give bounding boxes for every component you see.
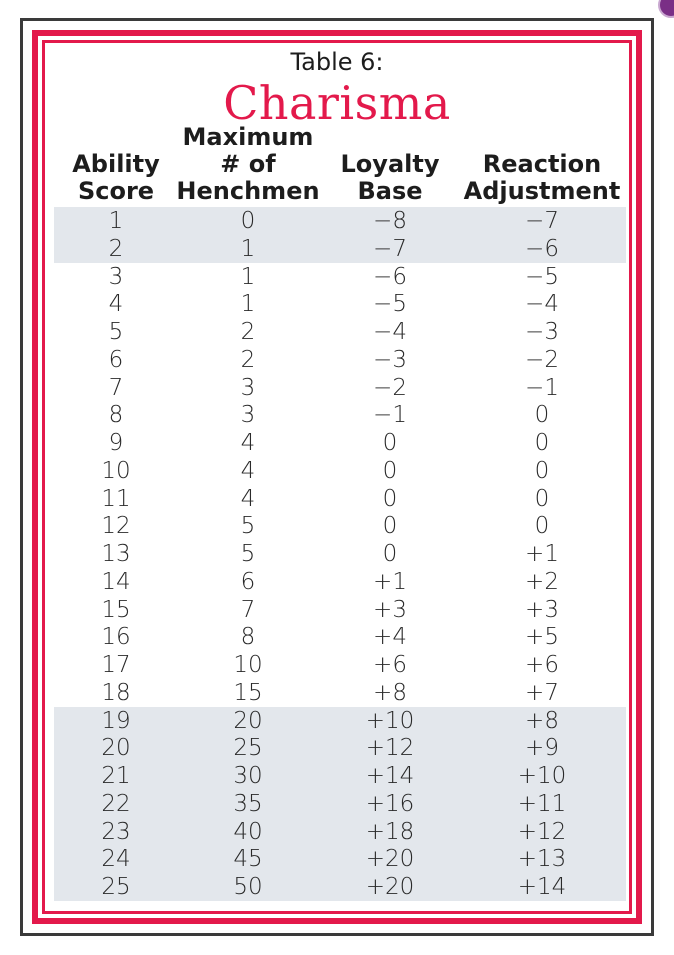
- cell-reaction-adjustment: −1: [525, 374, 559, 401]
- cell-max-henchmen: 25: [233, 735, 263, 762]
- header-max-henchmen: [170, 124, 326, 205]
- table-row: [54, 512, 626, 540]
- cell-reaction-adjustment: +9: [525, 735, 559, 762]
- cell-reaction-adjustment: +12: [517, 818, 567, 845]
- cell-ability-score: 11: [101, 485, 131, 512]
- cell-reaction-adjustment: +1: [525, 541, 559, 567]
- table-row: [54, 873, 626, 901]
- cell-loyalty-base: +8: [373, 679, 407, 706]
- cell-ability-score: 8: [108, 402, 124, 429]
- cell-ability-score: 22: [101, 790, 131, 817]
- table-row: [54, 596, 626, 624]
- cell-loyalty-base: +3: [373, 596, 407, 623]
- cell-loyalty-base: +20: [365, 874, 415, 900]
- table-row: [54, 734, 626, 762]
- cell-max-henchmen: 5: [240, 513, 256, 540]
- table-row: [54, 845, 626, 873]
- cell-max-henchmen: 7: [240, 596, 256, 623]
- cell-max-henchmen: 4: [240, 485, 256, 512]
- cell-max-henchmen: 10: [233, 652, 263, 678]
- table-row: [54, 290, 626, 318]
- header-max-line-3: Henchmen: [176, 177, 320, 205]
- cell-reaction-adjustment: +13: [517, 846, 567, 873]
- cell-ability-score: 9: [108, 430, 124, 456]
- charisma-table-body: [54, 207, 626, 901]
- cell-ability-score: 16: [101, 624, 131, 651]
- cell-reaction-adjustment: −3: [525, 319, 559, 345]
- cell-reaction-adjustment: −4: [525, 291, 559, 318]
- cell-loyalty-base: −5: [373, 291, 407, 318]
- cell-ability-score: 12: [101, 513, 131, 540]
- cell-max-henchmen: 35: [233, 790, 263, 817]
- cell-loyalty-base: −1: [373, 402, 407, 429]
- table-row: [54, 790, 626, 818]
- cell-max-henchmen: 15: [233, 679, 263, 706]
- table-row: [54, 707, 626, 735]
- cell-loyalty-base: +10: [365, 707, 415, 734]
- cell-max-henchmen: 50: [233, 874, 263, 900]
- cell-max-henchmen: 4: [240, 430, 256, 456]
- cell-ability-score: 23: [101, 818, 131, 845]
- table-row: [54, 540, 626, 568]
- cell-max-henchmen: 1: [240, 291, 256, 318]
- cell-max-henchmen: 5: [240, 541, 256, 567]
- cell-reaction-adjustment: +7: [525, 679, 559, 706]
- cell-reaction-adjustment: 0: [534, 513, 550, 540]
- cell-reaction-adjustment: 0: [534, 485, 550, 512]
- cell-loyalty-base: 0: [382, 485, 398, 512]
- cell-max-henchmen: 40: [233, 818, 263, 845]
- table-row: [54, 374, 626, 402]
- cell-max-henchmen: 4: [240, 457, 256, 484]
- cell-reaction-adjustment: +2: [525, 568, 559, 595]
- cell-loyalty-base: 0: [382, 430, 398, 456]
- cell-max-henchmen: 2: [240, 346, 256, 373]
- cell-max-henchmen: 2: [240, 319, 256, 345]
- cell-loyalty-base: +4: [373, 624, 407, 651]
- cell-max-henchmen: 8: [240, 624, 256, 651]
- header-ability-line-1: Ability: [72, 150, 160, 178]
- cell-ability-score: 25: [101, 874, 131, 900]
- table-row: [54, 679, 626, 707]
- cell-loyalty-base: +12: [365, 735, 415, 762]
- cell-reaction-adjustment: −6: [525, 235, 559, 262]
- cell-ability-score: 14: [101, 568, 131, 595]
- cell-ability-score: 5: [108, 319, 124, 345]
- cell-reaction-adjustment: +5: [525, 624, 559, 651]
- cell-loyalty-base: +6: [373, 652, 407, 678]
- table-row: [54, 485, 626, 513]
- table-row: [54, 818, 626, 846]
- cell-loyalty-base: −2: [373, 374, 407, 401]
- header-max-line-1: Maximum: [182, 123, 314, 151]
- cell-max-henchmen: 3: [240, 374, 256, 401]
- cell-max-henchmen: 1: [240, 263, 256, 290]
- cell-reaction-adjustment: 0: [534, 430, 550, 456]
- cell-reaction-adjustment: +6: [525, 652, 559, 678]
- cell-max-henchmen: 30: [233, 763, 263, 789]
- cell-max-henchmen: 0: [240, 208, 256, 234]
- cell-max-henchmen: 1: [240, 235, 256, 262]
- header-loyalty-line-1: Loyalty: [340, 150, 440, 178]
- table-row: [54, 429, 626, 457]
- cell-loyalty-base: −8: [373, 208, 407, 234]
- cell-ability-score: 4: [108, 291, 124, 318]
- cell-ability-score: 18: [101, 679, 131, 706]
- header-ability-line-2: Score: [77, 177, 155, 205]
- table-row: [54, 623, 626, 651]
- cell-ability-score: 15: [101, 596, 131, 623]
- cell-reaction-adjustment: +11: [517, 790, 567, 817]
- cell-reaction-adjustment: 0: [534, 457, 550, 484]
- cell-reaction-adjustment: −7: [525, 208, 559, 234]
- cell-ability-score: 7: [108, 374, 124, 401]
- header-reaction-adjustment: [458, 151, 626, 205]
- cell-loyalty-base: −3: [373, 346, 407, 373]
- header-loyalty-line-2: Base: [357, 177, 423, 205]
- cell-reaction-adjustment: +14: [517, 874, 567, 900]
- header-max-line-2: # of: [220, 150, 276, 178]
- table-row: [54, 651, 626, 679]
- table-row: [54, 457, 626, 485]
- cell-reaction-adjustment: 0: [534, 402, 550, 429]
- header-loyalty-base: [328, 151, 452, 205]
- cell-ability-score: 24: [101, 846, 131, 873]
- header-reaction-line-1: Reaction: [482, 150, 602, 178]
- cell-loyalty-base: −4: [373, 319, 407, 345]
- table-title: Charisma: [223, 76, 451, 130]
- cell-reaction-adjustment: −5: [525, 263, 559, 290]
- cell-loyalty-base: +18: [365, 818, 415, 845]
- cell-loyalty-base: −7: [373, 235, 407, 262]
- cell-max-henchmen: 3: [240, 402, 256, 429]
- cell-loyalty-base: 0: [382, 457, 398, 484]
- cell-loyalty-base: 0: [382, 513, 398, 540]
- table-row: [54, 568, 626, 596]
- table-row: [54, 263, 626, 291]
- header-ability-score: [66, 151, 166, 205]
- cell-loyalty-base: +14: [365, 763, 415, 789]
- table-row: [54, 762, 626, 790]
- cell-loyalty-base: +20: [365, 846, 415, 873]
- cell-max-henchmen: 20: [233, 707, 263, 734]
- cell-ability-score: 13: [101, 541, 131, 567]
- cell-loyalty-base: −6: [373, 263, 407, 290]
- table-row: [54, 318, 626, 346]
- header-reaction-line-2: Adjustment: [463, 177, 621, 205]
- cell-max-henchmen: 45: [233, 846, 263, 873]
- cell-reaction-adjustment: −2: [525, 346, 559, 373]
- corner-tab-marker: [658, 0, 674, 18]
- cell-ability-score: 2: [108, 235, 124, 262]
- cell-ability-score: 1: [108, 208, 124, 234]
- cell-reaction-adjustment: +10: [517, 763, 567, 789]
- cell-ability-score: 20: [101, 735, 131, 762]
- cell-reaction-adjustment: +3: [525, 596, 559, 623]
- table-row: [54, 235, 626, 263]
- cell-ability-score: 3: [108, 263, 124, 290]
- cell-reaction-adjustment: +8: [525, 707, 559, 734]
- cell-ability-score: 19: [101, 707, 131, 734]
- table-number: Table 6:: [290, 48, 384, 76]
- cell-ability-score: 17: [101, 652, 131, 678]
- table-row: [54, 401, 626, 429]
- cell-loyalty-base: +1: [373, 568, 407, 595]
- cell-max-henchmen: 6: [240, 568, 256, 595]
- cell-loyalty-base: 0: [382, 541, 398, 567]
- table-row: [54, 207, 626, 235]
- cell-ability-score: 6: [108, 346, 124, 373]
- cell-ability-score: 10: [101, 457, 131, 484]
- cell-ability-score: 21: [101, 763, 131, 789]
- cell-loyalty-base: +16: [365, 790, 415, 817]
- table-row: [54, 346, 626, 374]
